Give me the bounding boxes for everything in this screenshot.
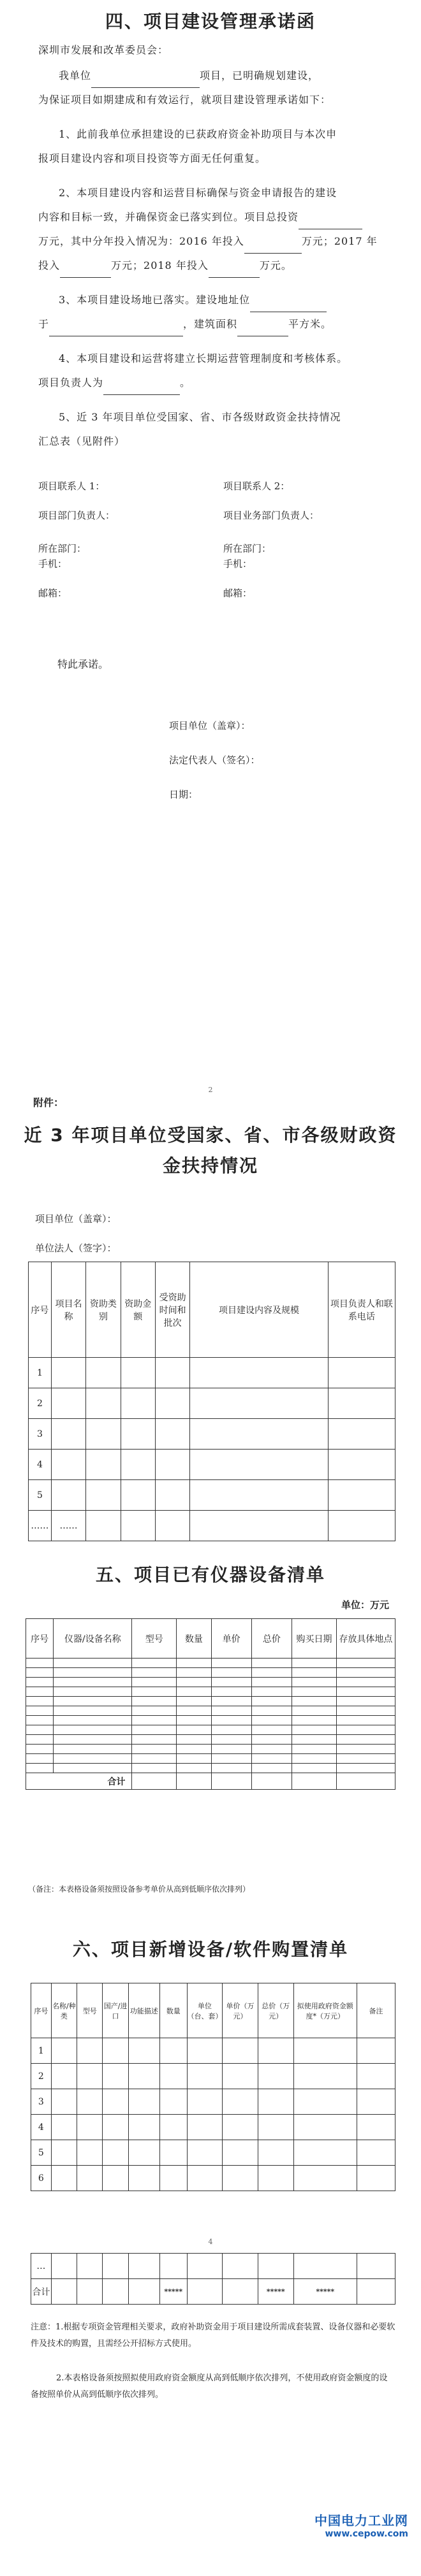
section6-title: 六、项目新增设备/软件购置清单	[72, 1939, 349, 1960]
col-header: 数量	[177, 1619, 211, 1659]
section4-title: 四、项目建设管理承诺函	[105, 11, 316, 32]
col-header: 项目建设内容及规模	[190, 1262, 328, 1358]
col-header: 项目名称	[51, 1262, 85, 1358]
p4-line1: 4、本项目建设和运营将建立长期运营管理制度和考核体系。	[59, 352, 348, 364]
attachment-label: 附件：	[33, 1097, 64, 1109]
funding-table	[28, 1262, 395, 1541]
section5-note: （备注：本表格设备须按照设备参考单价从高到低顺序依次排列）	[28, 1885, 251, 1894]
p1-line1: 1、此前我单位承担建设的已获政府资金补助项目与本次申	[59, 128, 337, 140]
row-index: 2	[29, 1388, 52, 1419]
legal-rep-label: 单位法人（签字）：	[35, 1242, 117, 1254]
table-row	[31, 2166, 395, 2191]
table-row	[29, 1358, 395, 1388]
dept-manager-label: 项目部门负责人：	[38, 510, 115, 521]
new-equipment-table-continued	[31, 2253, 395, 2305]
new-equipment-table	[31, 1983, 395, 2191]
contact2-label: 项目联系人 2：	[223, 480, 290, 492]
col-header: 名称/种类	[51, 1983, 77, 2038]
ellipsis-row	[31, 2254, 395, 2279]
dept1-label: 所在部门：	[38, 543, 87, 554]
col-header: 数量	[159, 1983, 187, 2038]
p5-line1: 5、近 3 年项目单位受国家、省、市各级财政资金扶持情况	[59, 411, 341, 423]
contact1-label: 项目联系人 1：	[38, 480, 105, 492]
email2-label: 邮箱：	[223, 587, 253, 599]
p2-line3: 万元，其中分年投入情况为：2016 年投入 万元；2017 年	[38, 229, 395, 254]
row-index: 4	[31, 2115, 52, 2140]
table-row	[26, 1745, 395, 1754]
row-index: 3	[29, 1419, 52, 1450]
project-unit-label: 项目单位（盖章）：	[35, 1213, 117, 1225]
unit-label: 单位：万元	[341, 1599, 389, 1611]
col-header: 单位（台、套）	[187, 1983, 223, 2038]
col-header: 资助类别	[86, 1262, 121, 1358]
watermark-url: www.cepow.com	[325, 2529, 408, 2539]
table-row	[31, 2140, 395, 2166]
row-index: 5	[31, 2140, 52, 2166]
table-row	[26, 1716, 395, 1725]
p4-line2: 项目负责人为 。	[38, 371, 395, 395]
total-qty: *****	[159, 2279, 187, 2305]
row-index: 2	[31, 2064, 52, 2089]
total-row	[26, 1773, 395, 1790]
biz-manager-label: 项目业务部门负责人：	[223, 510, 320, 521]
table-row	[31, 2115, 395, 2140]
total-price: *****	[258, 2279, 293, 2305]
funding-table-header	[29, 1262, 395, 1358]
table-row	[26, 1697, 395, 1706]
table-row	[26, 1659, 395, 1668]
col-header: 仪器/设备名称	[54, 1619, 132, 1659]
table-row	[26, 1706, 395, 1716]
col-header: 项目负责人和联系电话	[328, 1262, 395, 1358]
closing-text: 特此承诺。	[57, 658, 109, 670]
existing-equipment-table	[26, 1618, 395, 1790]
page-number: 2	[208, 1086, 213, 1094]
col-header: 购买日期	[292, 1619, 337, 1659]
section6-note2: 2.本表格设备须按照拟使用政府资金额度从高到低顺序依次排列，不使用政府资金额度的设备按照单价从高到低顺序依次排列。	[31, 2373, 388, 2400]
name-dots: ……	[51, 1511, 85, 1541]
col-header: 总价	[251, 1619, 292, 1659]
p5-line2: 汇总表（见附件）	[38, 435, 126, 447]
table-row	[29, 1450, 395, 1480]
col-header: 序号	[31, 1983, 52, 2038]
row-index: 1	[31, 2038, 52, 2064]
p3-line2: 于 ，建筑面积 平方米。	[38, 312, 395, 336]
sign-rep-label: 法定代表人（签名）：	[169, 754, 260, 766]
site-watermark	[314, 2510, 408, 2539]
col-header: 功能描述	[128, 1983, 159, 2038]
row-index: 5	[29, 1480, 52, 1511]
table-row	[26, 1687, 395, 1697]
row-index: 4	[29, 1450, 52, 1480]
table-row	[26, 1754, 395, 1764]
total-label: 合计	[26, 1773, 132, 1790]
table-row	[29, 1511, 395, 1541]
attachment-title-line2: 金扶持情况	[162, 1155, 258, 1176]
row-index: …	[31, 2254, 52, 2279]
row-index: 6	[31, 2166, 52, 2191]
sign-unit-label: 项目单位（盖章）：	[169, 720, 251, 731]
intro-line1: 我单位 项目，已明确规划建设，	[38, 64, 395, 88]
table-row	[26, 1735, 395, 1745]
intro-line2: 为保证项目如期建成和有效运行，就项目建设管理承诺如下：	[38, 94, 332, 106]
col-header: 拟使用政府资金额度*（万元）	[293, 1983, 357, 2038]
col-header: 型号	[77, 1983, 103, 2038]
phone1-label: 手机：	[38, 558, 68, 570]
row-index: 3	[31, 2089, 52, 2115]
col-header: 单价	[211, 1619, 251, 1659]
p2-line2: 内容和目标一致，并确保资金已落实到位。项目总投资	[38, 205, 395, 229]
p3-line1: 3、本项目建设场地已落实。建设地址位	[38, 288, 395, 312]
table-row	[29, 1388, 395, 1419]
col-header: 序号	[26, 1619, 54, 1659]
phone2-label: 手机：	[223, 558, 253, 570]
table-row	[26, 1678, 395, 1687]
col-header: 单价（万元）	[223, 1983, 258, 2038]
page-number: 4	[208, 2238, 213, 2246]
attachment-title-line1: 近 3 年项目单位受国家、省、市各级财政资	[24, 1125, 397, 1146]
row-index: ……	[29, 1511, 52, 1541]
email1-label: 邮箱：	[38, 587, 68, 599]
col-header: 受资助时间和批次	[155, 1262, 189, 1358]
row-index: 1	[29, 1358, 52, 1388]
table-row	[31, 2038, 395, 2064]
existing-equipment-header	[26, 1619, 395, 1659]
new-equipment-header	[31, 1983, 395, 2038]
col-header: 总价（万元）	[258, 1983, 293, 2038]
table-row	[26, 1725, 395, 1735]
table-row	[29, 1480, 395, 1511]
col-header: 资助金额	[121, 1262, 155, 1358]
total-row	[31, 2279, 395, 2305]
table-row	[29, 1419, 395, 1450]
section6-note1: 注意：1.根据专项资金管理相关要求，政府补助资金用于项目建设所需成套装置、设备仪器和必要软件及技术的购置，且需经公开招标方式使用。	[31, 2322, 395, 2349]
p2-line4: 投入 万元；2018 年投入 万元。	[38, 254, 395, 278]
salutation: 深圳市发展和改革委员会：	[38, 44, 169, 56]
table-row	[26, 1764, 395, 1773]
p1-line2: 报项目建设内容和项目投资等方面无任何重复。	[38, 152, 267, 164]
watermark-cn: 中国电力工业网	[314, 2513, 408, 2528]
col-header: 存放具体地点	[336, 1619, 395, 1659]
table-row	[31, 2064, 395, 2089]
table-row	[26, 1668, 395, 1678]
dept2-label: 所在部门：	[223, 543, 272, 554]
section5-title: 五、项目已有仪器设备清单	[95, 1564, 325, 1585]
p2-line1: 2、本项目建设内容和运营目标确保与资金申请报告的建设	[59, 187, 337, 199]
sign-date-label: 日期：	[169, 789, 198, 800]
col-header: 型号	[132, 1619, 177, 1659]
col-header: 序号	[29, 1262, 52, 1358]
col-header: 国产/进口	[103, 1983, 128, 2038]
total-label: 合计	[31, 2279, 52, 2305]
col-header: 备注	[357, 1983, 395, 2038]
total-gov-funds: *****	[293, 2279, 357, 2305]
table-row	[31, 2089, 395, 2115]
